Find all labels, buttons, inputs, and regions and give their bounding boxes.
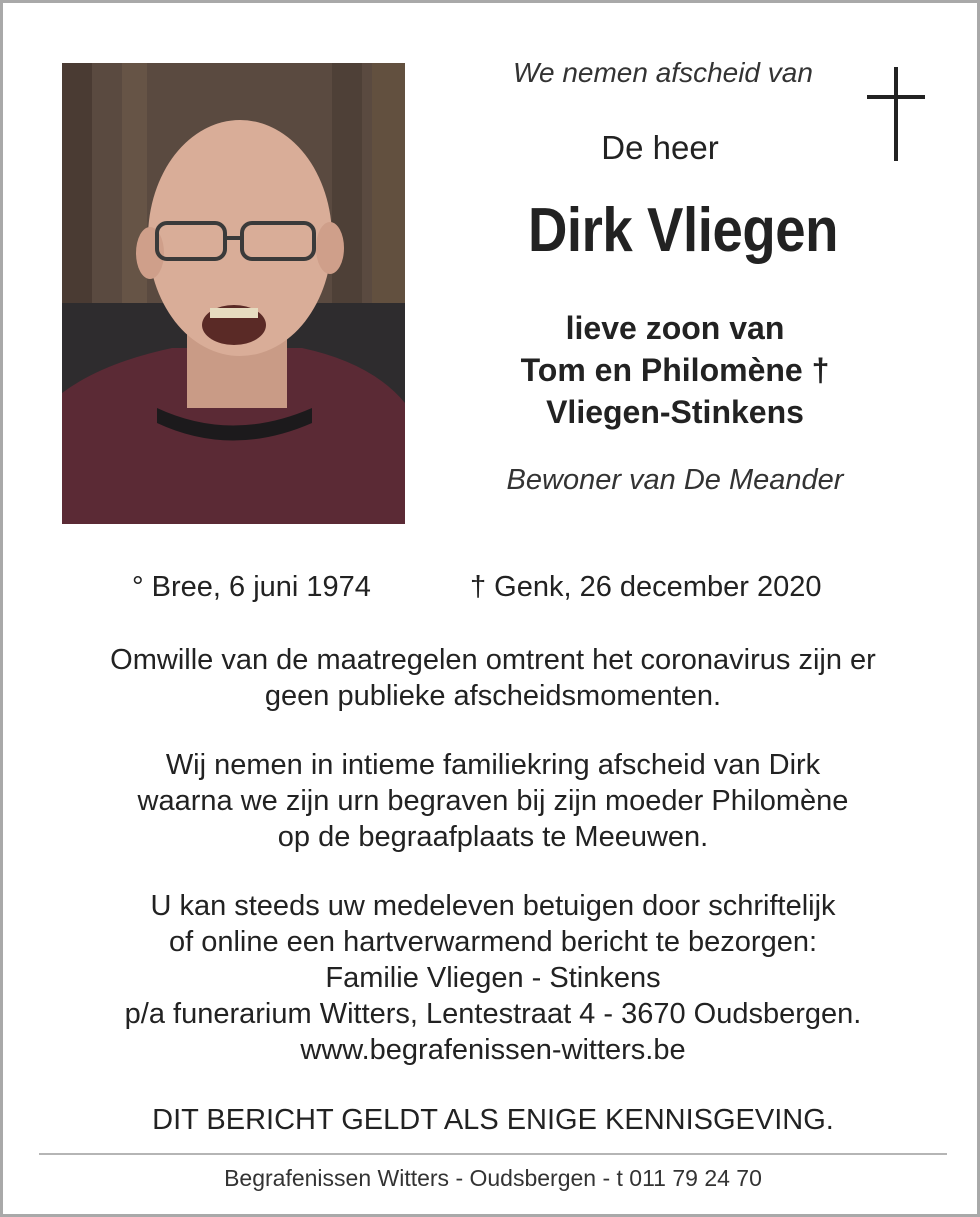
divider — [39, 1153, 947, 1155]
relation-line: lieve zoon van — [565, 310, 785, 346]
address-line: p/a funerarium Witters, Lentestraat 4 - 3670 Oudsbergen. — [124, 998, 862, 1030]
paragraph-line: waarna we zijn urn begraven bij zijn moeder Philomène — [137, 785, 849, 817]
paragraph-farewell — [43, 747, 943, 855]
website-link[interactable]: www.begrafenissen-witters.be — [300, 1034, 686, 1066]
paragraph-line: Wij nemen in intieme familiekring afscheid van Dirk — [165, 749, 821, 781]
relation-block — [455, 307, 895, 433]
intro-text: We nemen afscheid van — [513, 57, 813, 88]
paragraph-condolence — [43, 888, 943, 1068]
deceased-name: Dirk Vliegen — [527, 196, 839, 265]
portrait-photo — [62, 63, 405, 524]
paragraph-line: Omwille van de maatregelen omtrent het coronavirus zijn er — [110, 644, 876, 676]
paragraph-line: op de begraafplaats te Meeuwen. — [277, 821, 709, 853]
notice-text: DIT BERICHT GELDT ALS ENIGE KENNISGEVING. — [152, 1104, 834, 1136]
relation-line: Tom en Philomène † — [520, 352, 830, 388]
residence-text: Bewoner van De Meander — [506, 464, 844, 496]
birth-info: ° Bree, 6 juni 1974 — [132, 571, 371, 603]
relation-line: Vliegen-Stinkens — [546, 394, 804, 430]
paragraph-line: of online een hartverwarmend bericht te bezorgen: — [168, 926, 818, 958]
family-name-line: Familie Vliegen - Stinkens — [325, 962, 661, 994]
footer-text: Begrafenissen Witters - Oudsbergen - t 011 79 24 70 — [224, 1165, 762, 1191]
title-prefix: De heer — [601, 129, 719, 166]
paragraph-line: geen publieke afscheidsmomenten. — [264, 680, 722, 712]
death-info: † Genk, 26 december 2020 — [470, 571, 822, 603]
dates-row — [3, 571, 980, 611]
paragraph-line: U kan steeds uw medeleven betuigen door schriftelijk — [150, 890, 836, 922]
paragraph-covid — [43, 642, 943, 714]
